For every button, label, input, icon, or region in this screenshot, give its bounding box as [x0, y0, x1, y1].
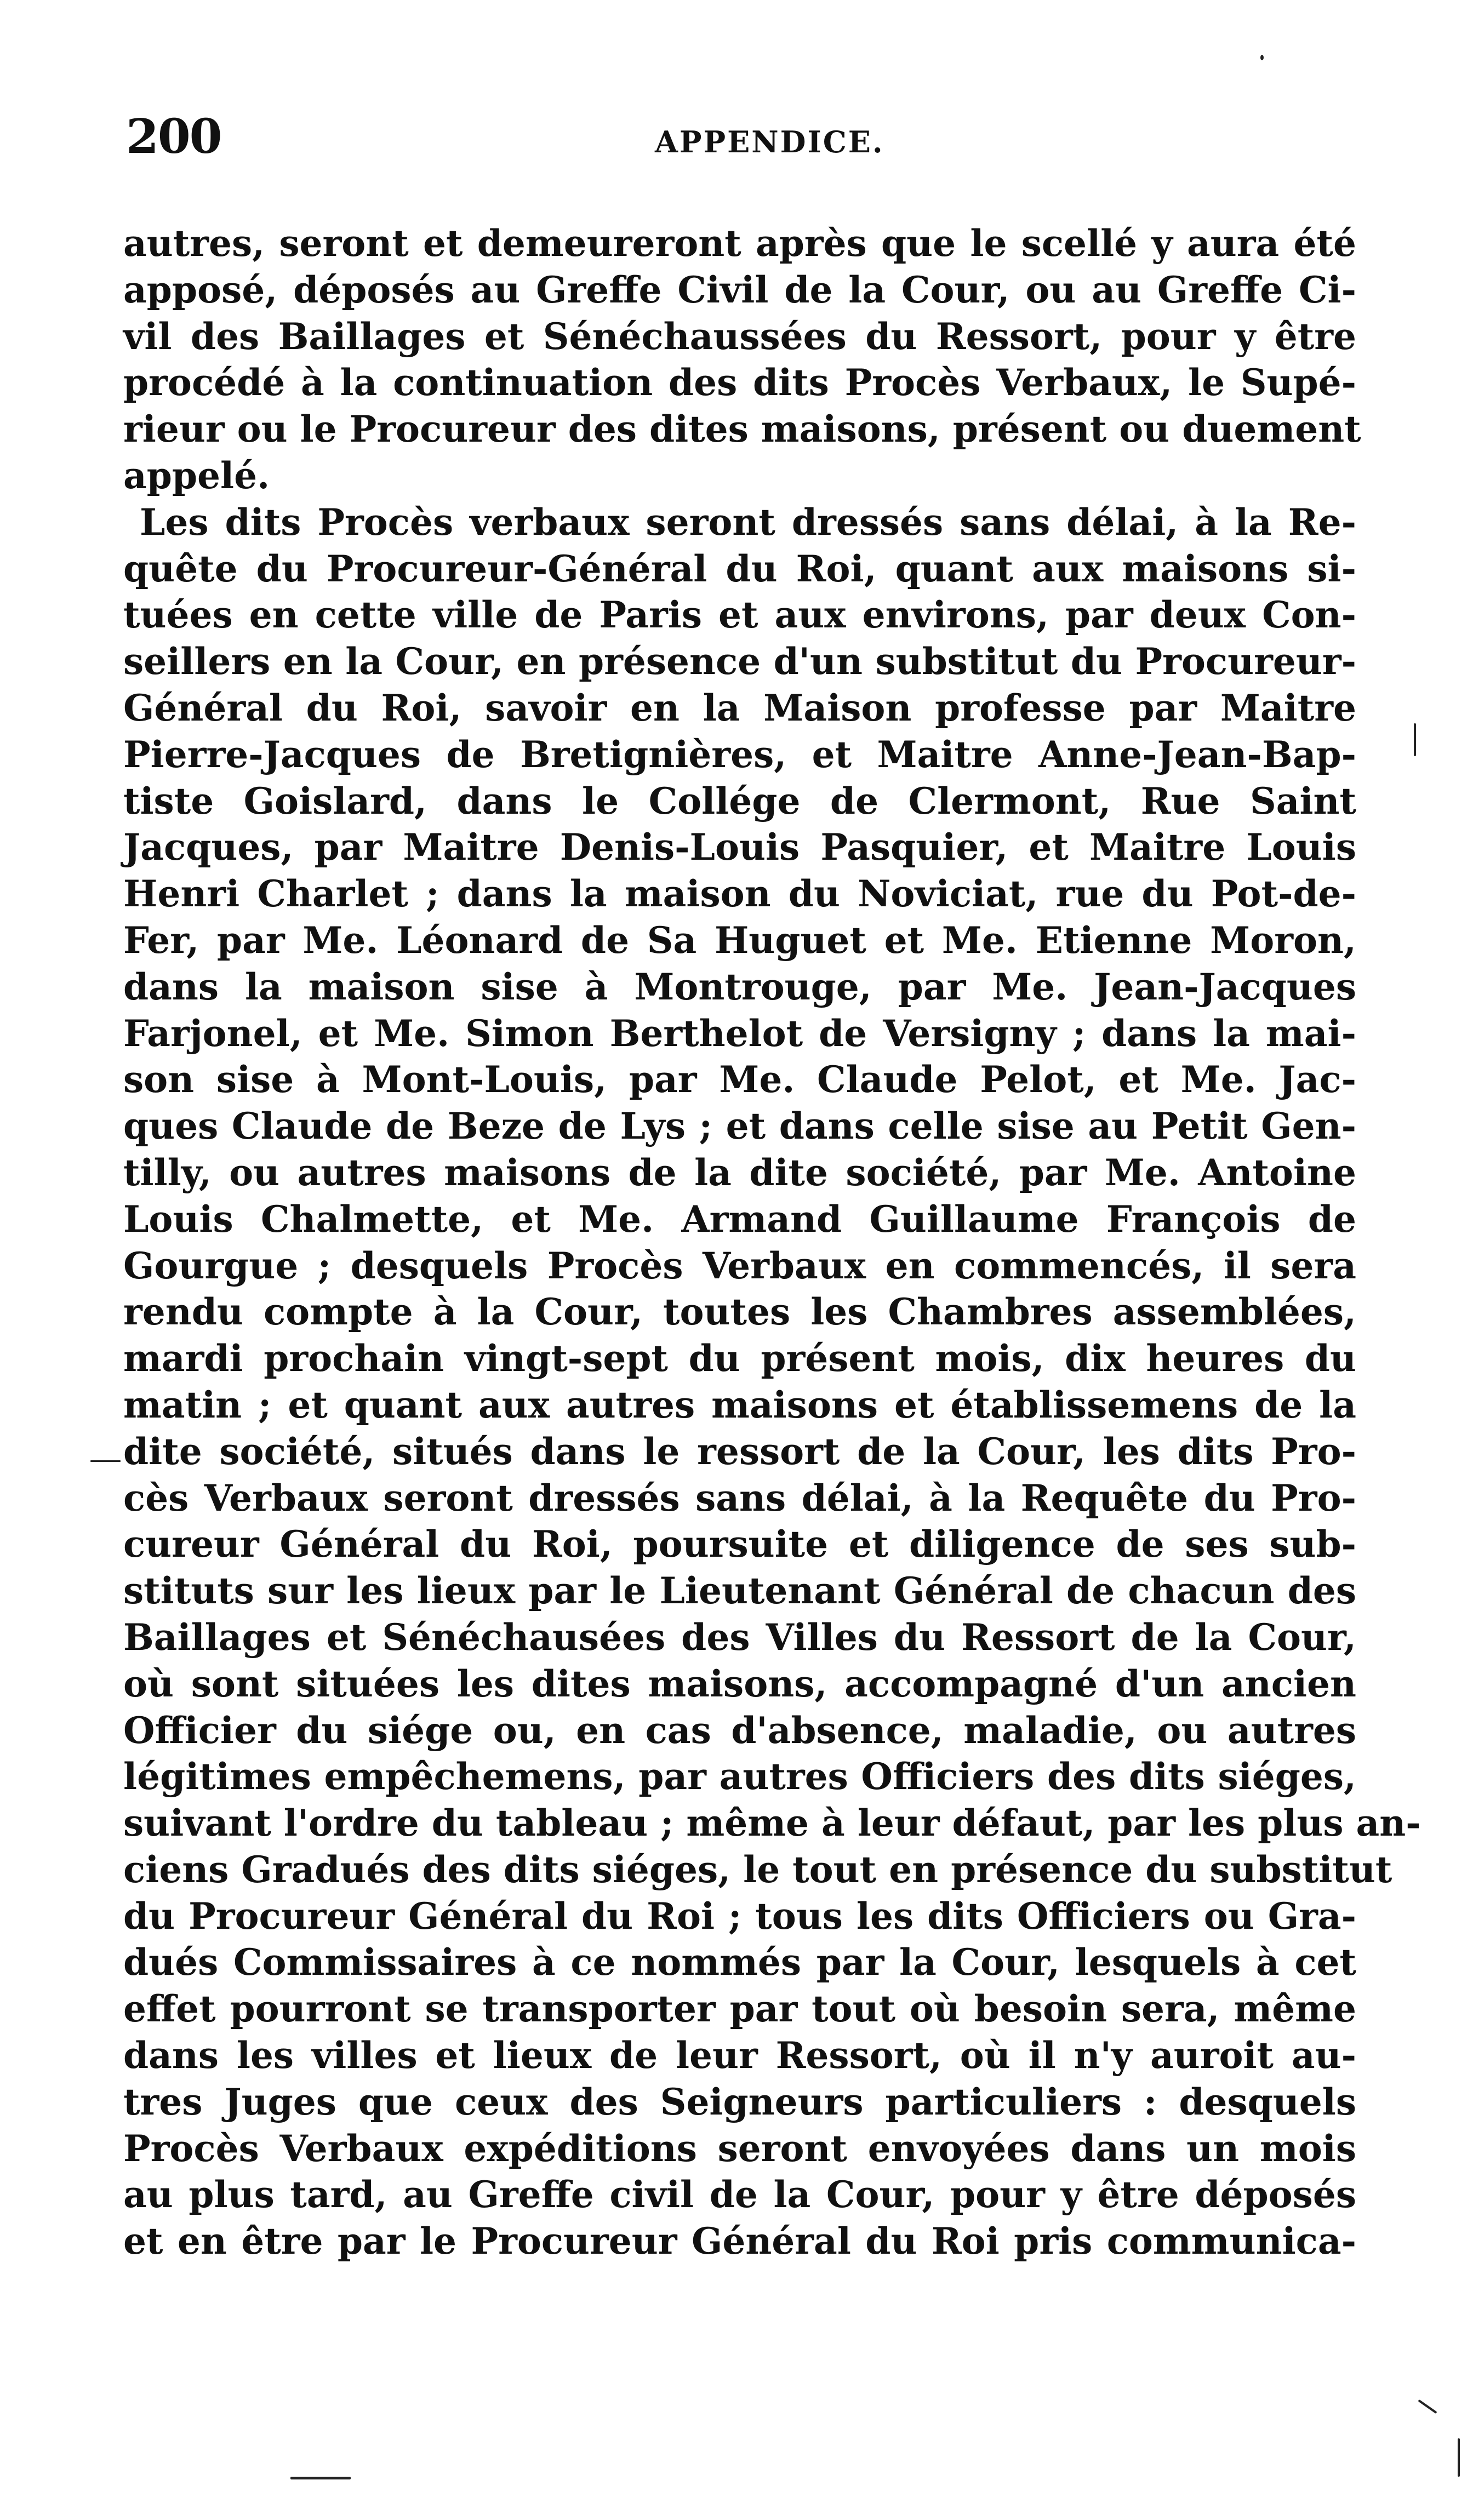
- text-line: Procès Verbaux expéditions seront envoyées dans un mois: [123, 2127, 1356, 2170]
- text-line: au plus tard, au Greffe civil de la Cour, pour y être déposés: [123, 2173, 1356, 2216]
- text-line: Jacques, par Maitre Denis-Louis Pasquier, et Maitre Louis: [123, 826, 1356, 869]
- text-line: ques Claude de Beze de Lys ; et dans celle sise au Petit Gen-: [123, 1105, 1356, 1148]
- text-line: cureur Général du Roi, poursuite et diligence de ses sub-: [123, 1523, 1356, 1566]
- running-head: APPENDICE.: [655, 124, 884, 159]
- text-line: tilly, ou autres maisons de la dite société, par Me. Antoine: [123, 1151, 1356, 1194]
- text-line: tiste Goislard, dans le Collége de Clermont, Rue Saint: [123, 779, 1356, 822]
- text-line: dans les villes et lieux de leur Ressort, où il n'y auroit au-: [123, 2034, 1356, 2077]
- text-line: du Procureur Général du Roi ; tous les dits Officiers ou Gra-: [123, 1894, 1356, 1938]
- text-line: Fer, par Me. Léonard de Sa Huguet et Me. Etienne Moron,: [123, 918, 1356, 962]
- text-line: et en être par le Procureur Général du Roi pris communica-: [123, 2220, 1356, 2263]
- body-text: [123, 220, 1421, 2265]
- scan-speck: [290, 2477, 351, 2479]
- text-line: apposé, déposés au Greffe Civil de la Cour, ou au Greffe Ci-: [123, 268, 1356, 311]
- text-line: tres Juges que ceux des Seigneurs particuliers : desquels: [123, 2080, 1356, 2123]
- text-line: Henri Charlet ; dans la maison du Noviciat, rue du Pot-de-: [123, 872, 1356, 916]
- scan-speck: [90, 1460, 121, 1462]
- text-line: tuées en cette ville de Paris et aux environs, par deux Con-: [123, 593, 1356, 637]
- scan-speck: [1260, 55, 1264, 60]
- text-line: ciens Gradués des dits siéges, le tout en présence du substitut: [123, 1848, 1392, 1891]
- text-line: procédé à la continuation des dits Procès Verbaux, le Supé-: [123, 361, 1356, 404]
- scan-speck: [1418, 2399, 1437, 2414]
- text-line: Farjonel, et Me. Simon Berthelot de Versigny ; dans la mai-: [123, 1012, 1356, 1055]
- text-line: où sont situées les dites maisons, accompagné d'un ancien: [123, 1662, 1356, 1705]
- text-line: Louis Chalmette, et Me. Armand Guillaume François de: [123, 1197, 1356, 1241]
- text-line: Officier du siége ou, en cas d'absence, maladie, ou autres: [123, 1708, 1356, 1752]
- scan-speck: [1458, 2438, 1460, 2477]
- text-line: appelé.: [123, 454, 270, 497]
- text-line: rendu compte à la Cour, toutes les Chambres assemblées,: [123, 1290, 1356, 1334]
- text-line: cès Verbaux seront dressés sans délai, à la Requête du Pro-: [123, 1476, 1356, 1519]
- scan-speck: [1414, 723, 1416, 756]
- text-line: Pierre-Jacques de Bretignières, et Maitre Anne-Jean-Bap-: [123, 733, 1356, 776]
- text-line: mardi prochain vingt-sept du présent mois, dix heures du: [123, 1337, 1356, 1380]
- text-line: dués Commissaires à ce nommés par la Cour, lesquels à cet: [123, 1941, 1356, 1984]
- text-line: Les dits Procès verbaux seront dressés sans délai, à la Re-: [140, 500, 1356, 544]
- text-line: vil des Baillages et Sénéchaussées du Ressort, pour y être: [123, 315, 1356, 358]
- page-header: [126, 107, 1348, 173]
- text-line: matin ; et quant aux autres maisons et établissemens de la: [123, 1383, 1356, 1426]
- text-line: autres, seront et demeureront après que le scellé y aura été: [123, 222, 1356, 265]
- text-line: suivant l'ordre du tableau ; même à leur défaut, par les plus an-: [123, 1802, 1421, 1845]
- text-line: effet pourront se transporter par tout où besoin sera, même: [123, 1987, 1356, 2031]
- text-line: dite société, situés dans le ressort de la Cour, les dits Pro-: [123, 1430, 1356, 1473]
- text-line: Général du Roi, savoir en la Maison professe par Maitre: [123, 686, 1356, 729]
- text-line: dans la maison sise à Montrouge, par Me. Jean-Jacques: [123, 965, 1356, 1008]
- text-line: Gourgue ; desquels Procès Verbaux en commencés, il sera: [123, 1244, 1356, 1287]
- text-line: légitimes empêchemens, par autres Officiers des dits siéges,: [123, 1755, 1356, 1798]
- text-line: Baillages et Sénéchausées des Villes du Ressort de la Cour,: [123, 1615, 1356, 1659]
- text-line: rieur ou le Procureur des dites maisons, présent ou duement: [123, 408, 1361, 451]
- text-line: quête du Procureur-Général du Roi, quant aux maisons si-: [123, 547, 1356, 590]
- text-line: son sise à Mont-Louis, par Me. Claude Pelot, et Me. Jac-: [123, 1058, 1356, 1101]
- text-line: seillers en la Cour, en présence d'un substitut du Procureur-: [123, 640, 1356, 683]
- page-number: 200: [126, 109, 221, 164]
- text-line: stituts sur les lieux par le Lieutenant Général de chacun des: [123, 1569, 1356, 1613]
